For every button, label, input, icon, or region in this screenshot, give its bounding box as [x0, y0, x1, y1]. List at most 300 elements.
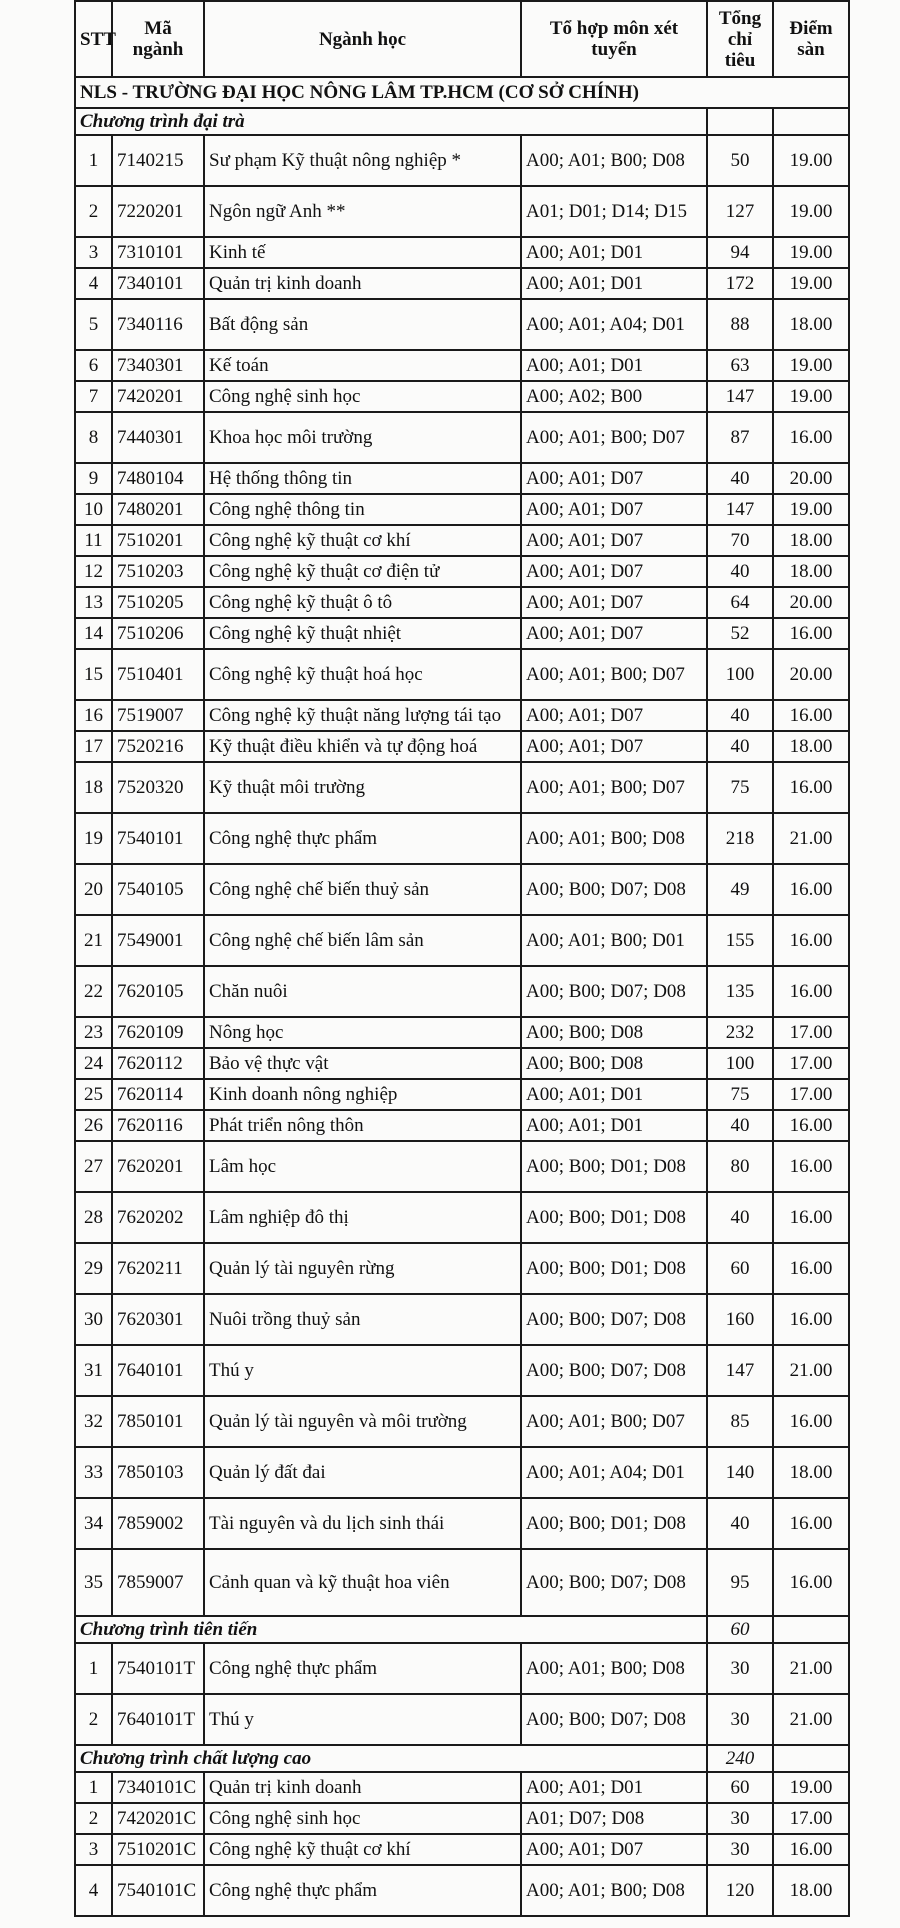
cell-combo: A00; A01; D01 [521, 237, 707, 268]
cell-major: Công nghệ thông tin [204, 494, 521, 525]
cell-code: 7859007 [112, 1549, 204, 1616]
cell-stt: 12 [75, 556, 112, 587]
table-row [75, 587, 849, 618]
table-row [75, 1048, 849, 1079]
cell-stt: 33 [75, 1447, 112, 1498]
cell-quota: 40 [707, 1110, 773, 1141]
cell-code: 7620211 [112, 1243, 204, 1294]
cell-score: 20.00 [773, 463, 849, 494]
cell-stt: 14 [75, 618, 112, 649]
cell-major: Công nghệ sinh học [204, 1803, 521, 1834]
cell-major: Công nghệ kỹ thuật cơ khí [204, 525, 521, 556]
program-quota: 240 [707, 1745, 773, 1772]
table-row [75, 1345, 849, 1396]
cell-code: 7640101T [112, 1694, 204, 1745]
cell-combo: A00; A01; B00; D08 [521, 1643, 707, 1694]
cell-major: Bảo vệ thực vật [204, 1048, 521, 1079]
cell-combo: A00; A01; D07 [521, 1834, 707, 1865]
cell-code: 7540101 [112, 813, 204, 864]
cell-score: 17.00 [773, 1803, 849, 1834]
cell-code: 7540105 [112, 864, 204, 915]
cell-code: 7540101C [112, 1865, 204, 1916]
program-score-empty [773, 108, 849, 135]
cell-major: Bất động sản [204, 299, 521, 350]
table-row [75, 299, 849, 350]
cell-code: 7859002 [112, 1498, 204, 1549]
table-row [75, 556, 849, 587]
cell-major: Công nghệ thực phẩm [204, 1643, 521, 1694]
cell-score: 16.00 [773, 1549, 849, 1616]
cell-major: Lâm học [204, 1141, 521, 1192]
cell-code: 7340101C [112, 1772, 204, 1803]
cell-score: 16.00 [773, 864, 849, 915]
cell-combo: A00; B00; D08 [521, 1017, 707, 1048]
cell-combo: A00; B00; D07; D08 [521, 1694, 707, 1745]
cell-stt: 31 [75, 1345, 112, 1396]
cell-combo: A00; A01; B00; D01 [521, 915, 707, 966]
cell-combo: A00; A01; B00; D07 [521, 762, 707, 813]
cell-score: 16.00 [773, 1294, 849, 1345]
program-quota [707, 108, 773, 135]
table-row [75, 1865, 849, 1916]
cell-code: 7549001 [112, 915, 204, 966]
cell-stt: 32 [75, 1396, 112, 1447]
table-row [75, 1079, 849, 1110]
cell-score: 17.00 [773, 1079, 849, 1110]
cell-combo: A00; A01; D07 [521, 587, 707, 618]
cell-quota: 40 [707, 700, 773, 731]
cell-quota: 85 [707, 1396, 773, 1447]
cell-code: 7440301 [112, 412, 204, 463]
cell-quota: 40 [707, 731, 773, 762]
table-row [75, 1803, 849, 1834]
cell-quota: 147 [707, 381, 773, 412]
table-row [75, 1447, 849, 1498]
cell-major: Phát triển nông thôn [204, 1110, 521, 1141]
school-row [75, 77, 849, 108]
cell-score: 16.00 [773, 1396, 849, 1447]
table-row [75, 700, 849, 731]
table-row [75, 1772, 849, 1803]
table-row [75, 1017, 849, 1048]
cell-quota: 127 [707, 186, 773, 237]
header-quota: Tổng chỉ tiêu [707, 1, 773, 77]
cell-score: 16.00 [773, 1110, 849, 1141]
cell-major: Công nghệ kỹ thuật cơ điện tử [204, 556, 521, 587]
cell-major: Công nghệ chế biến lâm sản [204, 915, 521, 966]
program-title: Chương trình chất lượng cao [75, 1745, 707, 1772]
cell-quota: 135 [707, 966, 773, 1017]
cell-score: 21.00 [773, 1694, 849, 1745]
cell-stt: 28 [75, 1192, 112, 1243]
table-header [75, 1, 849, 77]
table-row [75, 1549, 849, 1616]
cell-major: Kinh doanh nông nghiệp [204, 1079, 521, 1110]
cell-code: 7519007 [112, 700, 204, 731]
cell-combo: A00; A01; A04; D01 [521, 1447, 707, 1498]
cell-quota: 49 [707, 864, 773, 915]
table-row [75, 1694, 849, 1745]
cell-stt: 21 [75, 915, 112, 966]
cell-code: 7520216 [112, 731, 204, 762]
cell-code: 7510201 [112, 525, 204, 556]
cell-code: 7850103 [112, 1447, 204, 1498]
table-row [75, 463, 849, 494]
cell-quota: 30 [707, 1834, 773, 1865]
cell-score: 19.00 [773, 381, 849, 412]
table-row [75, 1192, 849, 1243]
table-row [75, 525, 849, 556]
cell-quota: 94 [707, 237, 773, 268]
cell-quota: 218 [707, 813, 773, 864]
cell-combo: A00; A01; B00; D08 [521, 1865, 707, 1916]
cell-quota: 30 [707, 1643, 773, 1694]
cell-combo: A00; B00; D07; D08 [521, 1294, 707, 1345]
cell-major: Ngôn ngữ Anh ** [204, 186, 521, 237]
cell-combo: A00; A01; D07 [521, 700, 707, 731]
cell-combo: A00; A01; D01 [521, 350, 707, 381]
cell-score: 18.00 [773, 1865, 849, 1916]
cell-stt: 3 [75, 237, 112, 268]
cell-stt: 19 [75, 813, 112, 864]
program-score-empty [773, 1745, 849, 1772]
cell-quota: 60 [707, 1772, 773, 1803]
cell-combo: A01; D07; D08 [521, 1803, 707, 1834]
cell-quota: 30 [707, 1803, 773, 1834]
cell-combo: A00; A01; D01 [521, 1079, 707, 1110]
cell-code: 7540101T [112, 1643, 204, 1694]
cell-stt: 35 [75, 1549, 112, 1616]
cell-major: Công nghệ kỹ thuật năng lượng tái tạo [204, 700, 521, 731]
cell-major: Quản trị kinh doanh [204, 268, 521, 299]
cell-major: Thú y [204, 1694, 521, 1745]
cell-stt: 1 [75, 135, 112, 186]
cell-stt: 18 [75, 762, 112, 813]
cell-score: 21.00 [773, 813, 849, 864]
cell-code: 7620109 [112, 1017, 204, 1048]
cell-major: Hệ thống thông tin [204, 463, 521, 494]
cell-stt: 7 [75, 381, 112, 412]
cell-stt: 22 [75, 966, 112, 1017]
cell-code: 7620114 [112, 1079, 204, 1110]
cell-code: 7520320 [112, 762, 204, 813]
cell-quota: 100 [707, 1048, 773, 1079]
cell-combo: A00; B00; D01; D08 [521, 1498, 707, 1549]
cell-major: Khoa học môi trường [204, 412, 521, 463]
cell-major: Công nghệ kỹ thuật nhiệt [204, 618, 521, 649]
cell-code: 7420201C [112, 1803, 204, 1834]
cell-major: Thú y [204, 1345, 521, 1396]
program-row [75, 1745, 849, 1772]
table-row [75, 350, 849, 381]
cell-stt: 6 [75, 350, 112, 381]
cell-combo: A00; A01; D07 [521, 556, 707, 587]
cell-stt: 20 [75, 864, 112, 915]
cell-combo: A00; A01; D07 [521, 525, 707, 556]
cell-score: 19.00 [773, 135, 849, 186]
header-major: Ngành học [204, 1, 521, 77]
cell-score: 21.00 [773, 1345, 849, 1396]
cell-quota: 52 [707, 618, 773, 649]
cell-major: Quản trị kinh doanh [204, 1772, 521, 1803]
cell-score: 19.00 [773, 237, 849, 268]
cell-major: Công nghệ thực phẩm [204, 813, 521, 864]
cell-stt: 16 [75, 700, 112, 731]
cell-combo: A01; D01; D14; D15 [521, 186, 707, 237]
table-row [75, 762, 849, 813]
header-code: Mã ngành [112, 1, 204, 77]
cell-major: Quản lý tài nguyên và môi trường [204, 1396, 521, 1447]
cell-score: 16.00 [773, 966, 849, 1017]
cell-major: Công nghệ chế biến thuỷ sản [204, 864, 521, 915]
program-quota: 60 [707, 1616, 773, 1643]
table-row [75, 966, 849, 1017]
cell-stt: 3 [75, 1834, 112, 1865]
cell-stt: 11 [75, 525, 112, 556]
cell-stt: 5 [75, 299, 112, 350]
cell-code: 7620202 [112, 1192, 204, 1243]
cell-quota: 140 [707, 1447, 773, 1498]
cell-stt: 2 [75, 1694, 112, 1745]
cell-combo: A00; A01; B00; D08 [521, 135, 707, 186]
table-row [75, 268, 849, 299]
cell-score: 16.00 [773, 1141, 849, 1192]
cell-code: 7620201 [112, 1141, 204, 1192]
cell-quota: 75 [707, 1079, 773, 1110]
cell-combo: A00; A01; D01 [521, 268, 707, 299]
cell-combo: A00; A01; D07 [521, 731, 707, 762]
cell-major: Công nghệ thực phẩm [204, 1865, 521, 1916]
cell-code: 7620112 [112, 1048, 204, 1079]
cell-score: 18.00 [773, 1447, 849, 1498]
table-row [75, 618, 849, 649]
table-row [75, 864, 849, 915]
cell-quota: 70 [707, 525, 773, 556]
cell-quota: 80 [707, 1141, 773, 1192]
cell-combo: A00; A01; D07 [521, 463, 707, 494]
cell-score: 16.00 [773, 762, 849, 813]
header-stt: STT [75, 1, 112, 77]
table-row [75, 915, 849, 966]
cell-stt: 24 [75, 1048, 112, 1079]
table-row [75, 412, 849, 463]
cell-score: 18.00 [773, 556, 849, 587]
cell-major: Tài nguyên và du lịch sinh thái [204, 1498, 521, 1549]
admission-table [74, 0, 850, 1917]
table-row [75, 649, 849, 700]
cell-stt: 2 [75, 1803, 112, 1834]
cell-stt: 17 [75, 731, 112, 762]
cell-stt: 2 [75, 186, 112, 237]
program-row [75, 108, 849, 135]
cell-code: 7340301 [112, 350, 204, 381]
table-row [75, 135, 849, 186]
cell-quota: 40 [707, 1498, 773, 1549]
cell-major: Chăn nuôi [204, 966, 521, 1017]
cell-code: 7510201C [112, 1834, 204, 1865]
cell-code: 7510205 [112, 587, 204, 618]
cell-code: 7510206 [112, 618, 204, 649]
cell-code: 7140215 [112, 135, 204, 186]
cell-score: 17.00 [773, 1017, 849, 1048]
program-title: Chương trình đại trà [75, 108, 707, 135]
cell-score: 20.00 [773, 587, 849, 618]
cell-quota: 60 [707, 1243, 773, 1294]
cell-combo: A00; A02; B00 [521, 381, 707, 412]
cell-score: 16.00 [773, 1498, 849, 1549]
table-row [75, 186, 849, 237]
cell-stt: 25 [75, 1079, 112, 1110]
cell-combo: A00; A01; D01 [521, 1772, 707, 1803]
cell-score: 16.00 [773, 915, 849, 966]
cell-major: Cảnh quan và kỹ thuật hoa viên [204, 1549, 521, 1616]
cell-code: 7480104 [112, 463, 204, 494]
cell-combo: A00; A01; A04; D01 [521, 299, 707, 350]
cell-combo: A00; A01; D01 [521, 1110, 707, 1141]
cell-quota: 40 [707, 1192, 773, 1243]
cell-stt: 34 [75, 1498, 112, 1549]
cell-stt: 13 [75, 587, 112, 618]
table-row [75, 731, 849, 762]
program-row [75, 1616, 849, 1643]
header-score: Điểm sàn [773, 1, 849, 77]
cell-quota: 87 [707, 412, 773, 463]
cell-score: 16.00 [773, 618, 849, 649]
cell-score: 16.00 [773, 412, 849, 463]
cell-score: 19.00 [773, 268, 849, 299]
cell-quota: 172 [707, 268, 773, 299]
cell-code: 7220201 [112, 186, 204, 237]
cell-stt: 26 [75, 1110, 112, 1141]
cell-quota: 88 [707, 299, 773, 350]
cell-stt: 23 [75, 1017, 112, 1048]
cell-code: 7420201 [112, 381, 204, 412]
table-row [75, 1294, 849, 1345]
cell-combo: A00; A01; B00; D07 [521, 1396, 707, 1447]
cell-score: 18.00 [773, 731, 849, 762]
cell-combo: A00; B00; D08 [521, 1048, 707, 1079]
cell-quota: 120 [707, 1865, 773, 1916]
cell-major: Công nghệ kỹ thuật hoá học [204, 649, 521, 700]
cell-code: 7620105 [112, 966, 204, 1017]
cell-major: Nông học [204, 1017, 521, 1048]
cell-score: 16.00 [773, 1243, 849, 1294]
cell-score: 16.00 [773, 700, 849, 731]
cell-combo: A00; A01; B00; D07 [521, 412, 707, 463]
cell-code: 7310101 [112, 237, 204, 268]
cell-quota: 100 [707, 649, 773, 700]
cell-stt: 29 [75, 1243, 112, 1294]
cell-combo: A00; B00; D01; D08 [521, 1141, 707, 1192]
table-row [75, 1498, 849, 1549]
table-body [75, 77, 849, 1916]
cell-quota: 160 [707, 1294, 773, 1345]
cell-code: 7340101 [112, 268, 204, 299]
cell-score: 16.00 [773, 1834, 849, 1865]
cell-score: 21.00 [773, 1643, 849, 1694]
cell-quota: 75 [707, 762, 773, 813]
cell-combo: A00; B00; D01; D08 [521, 1243, 707, 1294]
cell-stt: 9 [75, 463, 112, 494]
cell-code: 7510401 [112, 649, 204, 700]
cell-combo: A00; A01; B00; D08 [521, 813, 707, 864]
cell-major: Kỹ thuật môi trường [204, 762, 521, 813]
cell-score: 17.00 [773, 1048, 849, 1079]
cell-combo: A00; B00; D07; D08 [521, 1345, 707, 1396]
table-row [75, 1243, 849, 1294]
cell-quota: 40 [707, 556, 773, 587]
cell-combo: A00; B00; D01; D08 [521, 1192, 707, 1243]
cell-score: 19.00 [773, 186, 849, 237]
cell-stt: 4 [75, 268, 112, 299]
table-row [75, 813, 849, 864]
cell-quota: 63 [707, 350, 773, 381]
cell-score: 19.00 [773, 350, 849, 381]
cell-major: Quản lý tài nguyên rừng [204, 1243, 521, 1294]
cell-major: Lâm nghiệp đô thị [204, 1192, 521, 1243]
program-title: Chương trình tiên tiến [75, 1616, 707, 1643]
cell-major: Kỹ thuật điều khiển và tự động hoá [204, 731, 521, 762]
cell-combo: A00; A01; D07 [521, 494, 707, 525]
table-row [75, 1141, 849, 1192]
table-row [75, 1396, 849, 1447]
table-row [75, 1110, 849, 1141]
cell-quota: 147 [707, 1345, 773, 1396]
cell-combo: A00; A01; B00; D07 [521, 649, 707, 700]
cell-score: 16.00 [773, 1192, 849, 1243]
cell-code: 7850101 [112, 1396, 204, 1447]
cell-major: Kinh tế [204, 237, 521, 268]
cell-quota: 50 [707, 135, 773, 186]
table-row [75, 237, 849, 268]
cell-score: 19.00 [773, 1772, 849, 1803]
cell-stt: 10 [75, 494, 112, 525]
header-combo: Tổ hợp môn xét tuyển [521, 1, 707, 77]
cell-stt: 4 [75, 1865, 112, 1916]
cell-major: Công nghệ kỹ thuật cơ khí [204, 1834, 521, 1865]
cell-stt: 27 [75, 1141, 112, 1192]
cell-major: Công nghệ kỹ thuật ô tô [204, 587, 521, 618]
cell-code: 7480201 [112, 494, 204, 525]
cell-quota: 155 [707, 915, 773, 966]
cell-stt: 1 [75, 1643, 112, 1694]
cell-score: 18.00 [773, 525, 849, 556]
cell-quota: 147 [707, 494, 773, 525]
table-row [75, 494, 849, 525]
cell-quota: 30 [707, 1694, 773, 1745]
cell-major: Quản lý đất đai [204, 1447, 521, 1498]
cell-combo: A00; B00; D07; D08 [521, 864, 707, 915]
cell-major: Kế toán [204, 350, 521, 381]
cell-score: 19.00 [773, 494, 849, 525]
cell-combo: A00; B00; D07; D08 [521, 966, 707, 1017]
table-row [75, 381, 849, 412]
school-name: NLS - TRƯỜNG ĐẠI HỌC NÔNG LÂM TP.HCM (CƠ SỞ CHÍNH) [75, 77, 849, 108]
cell-quota: 40 [707, 463, 773, 494]
table-row [75, 1834, 849, 1865]
cell-quota: 64 [707, 587, 773, 618]
cell-code: 7620116 [112, 1110, 204, 1141]
cell-stt: 8 [75, 412, 112, 463]
cell-code: 7640101 [112, 1345, 204, 1396]
cell-major: Công nghệ sinh học [204, 381, 521, 412]
cell-major: Nuôi trồng thuỷ sản [204, 1294, 521, 1345]
cell-code: 7620301 [112, 1294, 204, 1345]
table-row [75, 1643, 849, 1694]
cell-combo: A00; B00; D07; D08 [521, 1549, 707, 1616]
cell-major: Sư phạm Kỹ thuật nông nghiệp * [204, 135, 521, 186]
cell-score: 20.00 [773, 649, 849, 700]
